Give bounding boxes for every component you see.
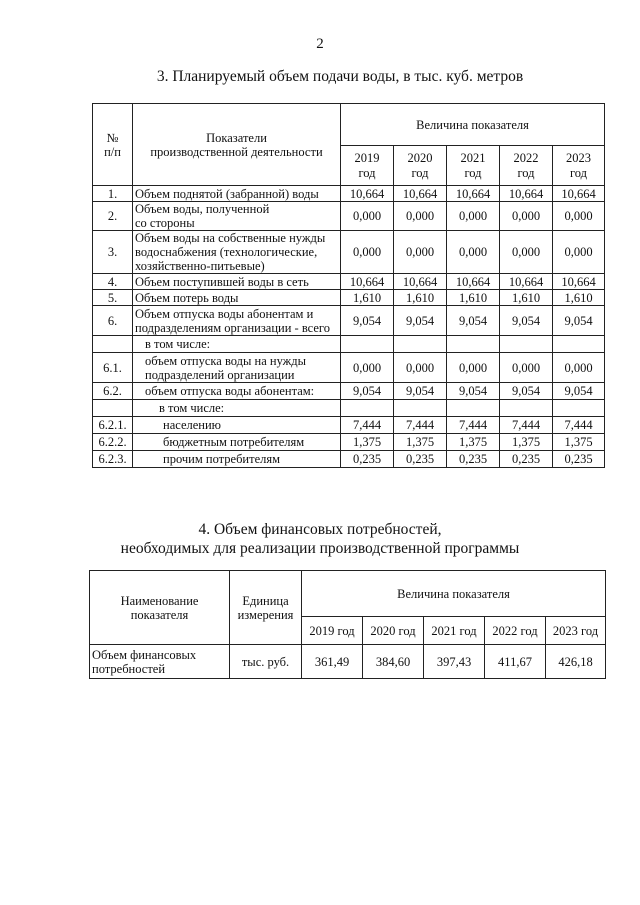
header-indicator-line2: производственной деятельности: [150, 144, 323, 159]
value-cell: 9,054: [500, 306, 553, 336]
header-year: [341, 146, 394, 186]
row-indicator: в том числе:: [133, 336, 341, 353]
value-cell: 10,664: [341, 186, 394, 202]
table-row: [93, 306, 605, 336]
value-cell: 9,054: [447, 306, 500, 336]
value-cell: 0,000: [394, 231, 447, 274]
header-indicator-line1: Показатели: [206, 130, 267, 145]
table-row: [93, 231, 605, 274]
value-cell: 10,664: [500, 274, 553, 290]
header-year-number: 2022: [513, 150, 539, 165]
row-indicator: Объем поступившей воды в сеть: [133, 274, 341, 290]
row-indicator-line: подразделениям организации - всего: [135, 320, 330, 335]
t2-header-year: 2021 год: [424, 617, 485, 645]
header-year-number: 2023: [566, 150, 592, 165]
row-indicator-line: со стороны: [135, 216, 195, 230]
value-cell: 0,000: [447, 202, 500, 231]
value-cell: 10,664: [553, 186, 605, 202]
value-cell: 397,43: [424, 645, 485, 679]
header-year: [553, 146, 605, 186]
value-cell: 0,235: [500, 451, 553, 468]
value-cell: 1,610: [553, 290, 605, 306]
value-cell: [500, 336, 553, 353]
t2-header-year: 2023 год: [546, 617, 606, 645]
value-cell: 0,000: [394, 353, 447, 383]
row-indicator: [133, 353, 341, 383]
row-indicator-line: Объем воды, полученной: [135, 202, 270, 216]
header-year: [500, 146, 553, 186]
value-cell: 9,054: [394, 383, 447, 400]
table-row: [93, 451, 605, 468]
page-number: 2: [316, 36, 324, 52]
value-cell: 0,000: [341, 231, 394, 274]
header-year: [447, 146, 500, 186]
row-number: 2.: [93, 202, 133, 231]
row-indicator: в том числе:: [133, 400, 341, 417]
value-cell: [394, 336, 447, 353]
header-num: [93, 104, 133, 186]
value-cell: 0,000: [500, 353, 553, 383]
value-cell: 0,000: [394, 202, 447, 231]
row-indicator-line: водоснабжения (технологические,: [135, 245, 318, 259]
value-cell: 7,444: [553, 417, 605, 434]
value-cell: 7,444: [500, 417, 553, 434]
water-supply-table: [92, 103, 605, 468]
value-cell: [341, 400, 394, 417]
value-cell: 10,664: [394, 186, 447, 202]
value-cell: 1,375: [500, 434, 553, 451]
value-cell: 10,664: [447, 274, 500, 290]
value-cell: 0,000: [500, 202, 553, 231]
value-cell: 0,235: [553, 451, 605, 468]
value-cell: 0,235: [394, 451, 447, 468]
value-cell: 9,054: [500, 383, 553, 400]
t2-header-year: 2019 год: [302, 617, 363, 645]
table-row: [93, 290, 605, 306]
t2-header-year: 2020 год: [363, 617, 424, 645]
value-cell: 10,664: [500, 186, 553, 202]
value-cell: 9,054: [553, 383, 605, 400]
table1-title: 3. Планируемый объем подачи воды, в тыс. куб. метров: [156, 68, 524, 85]
financial-needs-table: [89, 570, 606, 679]
header-year-number: 2019: [354, 150, 380, 165]
value-cell: 1,610: [500, 290, 553, 306]
table2-title-line2: необходимых для реализации производственной программы: [120, 540, 520, 557]
value-cell: 361,49: [302, 645, 363, 679]
value-cell: 7,444: [341, 417, 394, 434]
value-cell: [394, 400, 447, 417]
row-indicator: Объем потерь воды: [133, 290, 341, 306]
table-row: [93, 186, 605, 202]
row-indicator: [133, 202, 341, 231]
value-cell: 0,235: [447, 451, 500, 468]
value-cell: 0,000: [447, 231, 500, 274]
header-value-group: Величина показателя: [341, 104, 605, 146]
value-cell: 0,000: [447, 353, 500, 383]
row-indicator: [133, 231, 341, 274]
t2-row-name: [90, 645, 230, 679]
header-year: [394, 146, 447, 186]
header-indicator: [133, 104, 341, 186]
row-number: 6.: [93, 306, 133, 336]
value-cell: 0,000: [341, 202, 394, 231]
row-indicator-line: объем отпуска воды на нужды: [145, 353, 307, 368]
row-number: 5.: [93, 290, 133, 306]
row-indicator: бюджетным потребителям: [133, 434, 341, 451]
value-cell: 10,664: [394, 274, 447, 290]
value-cell: 10,664: [553, 274, 605, 290]
t2-header-unit: [230, 571, 302, 645]
row-number: 1.: [93, 186, 133, 202]
value-cell: 1,610: [341, 290, 394, 306]
row-number: 6.1.: [93, 353, 133, 383]
value-cell: 384,60: [363, 645, 424, 679]
header-year-unit: год: [411, 165, 429, 180]
value-cell: 426,18: [546, 645, 606, 679]
header-num-line1: №: [106, 130, 119, 145]
value-cell: 1,375: [394, 434, 447, 451]
row-indicator-line: Объем отпуска воды абонентам и: [135, 306, 314, 321]
value-cell: 1,375: [341, 434, 394, 451]
row-number: 6.2.2.: [93, 434, 133, 451]
t2-header-name-line1: Наименование: [120, 593, 199, 608]
value-cell: 0,235: [341, 451, 394, 468]
value-cell: 9,054: [447, 383, 500, 400]
row-number: 3.: [93, 231, 133, 274]
t2-row-unit: тыс. руб.: [230, 645, 302, 679]
table-row: [93, 202, 605, 231]
value-cell: [553, 400, 605, 417]
t2-header-unit-line2: измерения: [237, 607, 294, 622]
t2-row-name-line2: потребностей: [92, 661, 166, 676]
row-indicator: [133, 306, 341, 336]
value-cell: 0,000: [553, 202, 605, 231]
header-year-number: 2020: [407, 150, 433, 165]
table-row: [93, 383, 605, 400]
value-cell: 9,054: [341, 306, 394, 336]
t2-header-unit-line1: Единица: [242, 593, 289, 608]
row-indicator: прочим потребителям: [133, 451, 341, 468]
value-cell: 0,000: [341, 353, 394, 383]
row-indicator: Объем поднятой (забранной) воды: [133, 186, 341, 202]
value-cell: 7,444: [394, 417, 447, 434]
table-row: [93, 336, 605, 353]
row-number: [93, 400, 133, 417]
value-cell: [447, 336, 500, 353]
value-cell: 1,610: [447, 290, 500, 306]
value-cell: 411,67: [485, 645, 546, 679]
table-row: [93, 400, 605, 417]
value-cell: 9,054: [341, 383, 394, 400]
row-number: 6.2.: [93, 383, 133, 400]
t2-header-name-line2: показателя: [130, 607, 189, 622]
value-cell: 1,610: [394, 290, 447, 306]
value-cell: 10,664: [447, 186, 500, 202]
row-indicator: объем отпуска воды абонентам:: [133, 383, 341, 400]
table-row: [90, 645, 606, 679]
row-indicator: населению: [133, 417, 341, 434]
row-indicator-line: Объем воды на собственные нужды: [135, 231, 326, 245]
value-cell: 9,054: [394, 306, 447, 336]
value-cell: 1,375: [447, 434, 500, 451]
t2-row-name-line1: Объем финансовых: [92, 647, 197, 662]
t2-header-value-group: Величина показателя: [302, 571, 606, 617]
header-year-unit: год: [464, 165, 482, 180]
table2-title-line1: 4. Объем финансовых потребностей,: [198, 521, 442, 538]
value-cell: [341, 336, 394, 353]
table2-title: [0, 520, 640, 558]
row-number: 6.2.1.: [93, 417, 133, 434]
header-year-unit: год: [569, 165, 588, 180]
table-row: [93, 274, 605, 290]
value-cell: 0,000: [553, 231, 605, 274]
header-year-unit: год: [358, 165, 376, 180]
header-year-unit: год: [517, 165, 535, 180]
value-cell: 9,054: [553, 306, 605, 336]
table-row: [93, 434, 605, 451]
row-number: 4.: [93, 274, 133, 290]
table-row: [93, 417, 605, 434]
value-cell: 1,375: [553, 434, 605, 451]
t2-header-name: [90, 571, 230, 645]
value-cell: [447, 400, 500, 417]
value-cell: [500, 400, 553, 417]
value-cell: 10,664: [341, 274, 394, 290]
value-cell: 0,000: [500, 231, 553, 274]
row-number: [93, 336, 133, 353]
header-num-line2: п/п: [104, 144, 121, 159]
value-cell: [553, 336, 605, 353]
row-indicator-line: подразделений организации: [145, 367, 295, 382]
value-cell: 7,444: [447, 417, 500, 434]
header-year-number: 2021: [460, 150, 486, 165]
t2-header-year: 2022 год: [485, 617, 546, 645]
table-row: [93, 353, 605, 383]
row-indicator-line: хозяйственно-питьевые): [135, 259, 265, 273]
row-number: 6.2.3.: [93, 451, 133, 468]
value-cell: 0,000: [553, 353, 605, 383]
